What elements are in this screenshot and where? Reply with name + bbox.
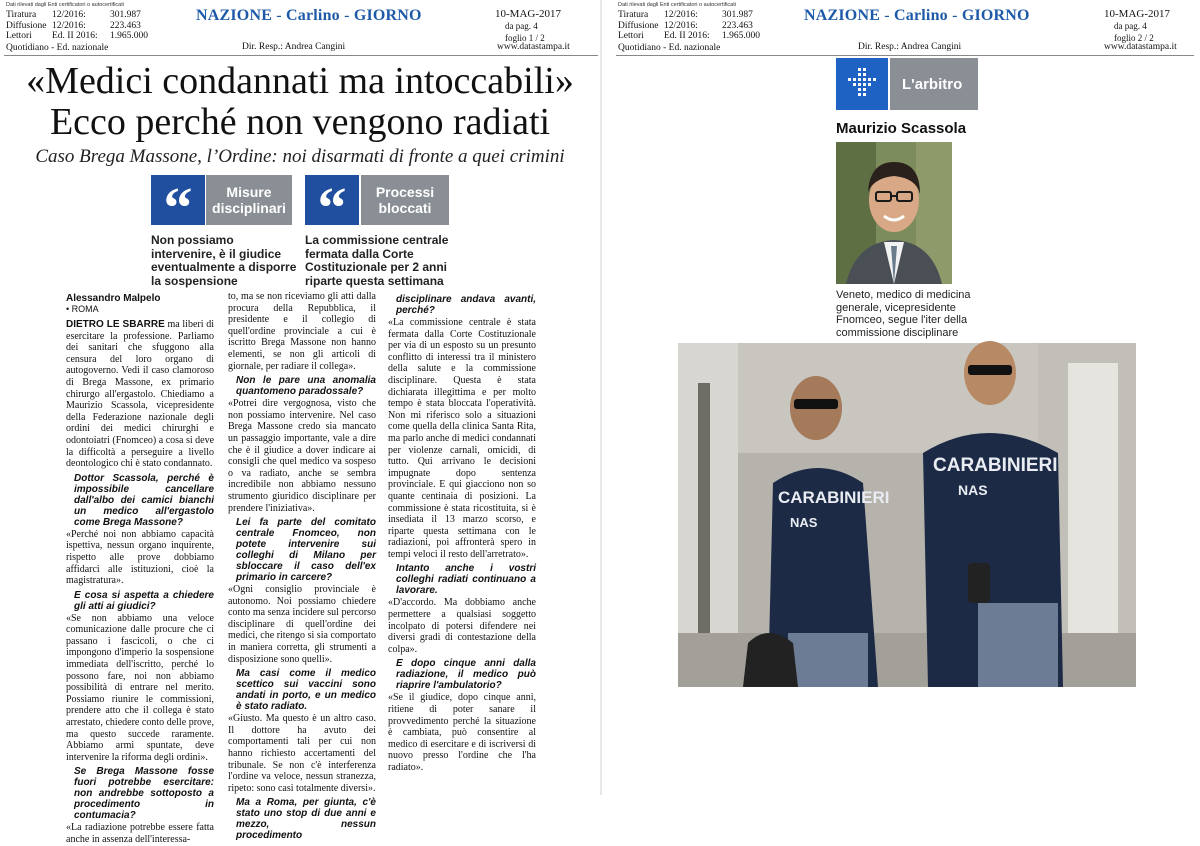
stat-period: 12/2016: [52, 10, 86, 20]
page-divider [600, 0, 602, 795]
circulation-stats [6, 10, 148, 42]
article-column-2 [228, 291, 376, 842]
circulation-stats [618, 10, 760, 42]
lead-text: ma liberi di esercitare la professione. Parliamo dei sanitari che sfuggono alla censura del loro organo di autogoverno. Vedi il caso clamoroso di Brega Massone, ex primario chirurgo all'ergastolo. Chiediamo a Maurizio Scassola, vicepresidente della Federazione nazionale degli ordini dei medici chirurghi e odontoiatri (Fnomceo) a cosa si deve la difficoltà a perseguire a livello deontologico chi è stato condannato. [66, 319, 215, 470]
stat-period: 12/2016: [52, 20, 86, 31]
stat-value: 223.463 [110, 20, 141, 31]
stat-value: 1.965.000 [722, 31, 760, 41]
answer-paragraph: «Giusto. Ma questo è un altro caso. Il dottore ha avuto dei comportamenti tali per cui non hanno richiesto accertamenti del tribunale. Se non c'è interferenza l'ordine va veloce, nessun stranezza, ripeto: sono casi totalmente diversi». [228, 713, 376, 794]
quote-mark-icon: “ [305, 175, 359, 225]
answer-paragraph: «La radiazione potrebbe essere fatta anche in assenza dell'interessa- [66, 822, 214, 845]
quote-label-misure: Misure disciplinari [206, 175, 292, 225]
photo-text-carabinieri-right: CARABINIERI [933, 455, 1058, 476]
stat-label: Tiratura [6, 10, 37, 20]
issue-date: 10-MAG-2017 [1104, 8, 1170, 20]
article-column-3 [388, 291, 536, 773]
answer-paragraph: to, ma se non riceviamo gli atti dalla procura della Repubblica, il presidente e il collegio di quell'ordine provinciale a cui è iscritto Brega Massone non hanno elementi, se non gli articoli di giornale, per radiare il collega». [228, 291, 376, 372]
photo-image [678, 343, 1136, 687]
stat-period: Ed. II 2016: [664, 31, 710, 41]
date-block [1104, 8, 1170, 44]
stat-row [6, 21, 148, 32]
arbiter-icon [836, 58, 888, 110]
portrait-caption: Veneto, medico di medicina generale, vicepresidente Fnomceo, segue l'iter della commissione disciplinare [836, 289, 971, 339]
date-block [495, 8, 561, 44]
stat-row [6, 31, 148, 42]
lead-paragraph [66, 319, 214, 470]
issue-date: 10-MAG-2017 [495, 8, 561, 20]
answer-paragraph: «Se non abbiamo una veloce comunicazione dalle procure che ci passano i fascicoli, o che ci impongono d'imperio la sospensione immediata dell'iscritto, perché lo possono fare, noi non abbiamo possibilità di entrare nel merito. Possiamo riunire le commissioni, prendere atto che il collega è stato arrestato, chiedere conto delle prove, ma questo succede raramente. Abbiamo armi spuntate, deve intervenire la riforma degli ordini». [66, 612, 214, 763]
site-link[interactable]: www.datastampa.it [497, 42, 570, 52]
stat-value: 301.987 [110, 10, 141, 20]
photo-text-nas-right: NAS [958, 482, 988, 498]
quote-mark-icon: “ [151, 175, 205, 225]
interview-question: E dopo cinque anni dalla radiazione, il medico può riaprire l'ambulatorio? [396, 658, 536, 692]
interview-question: Se Brega Massone fosse fuori potrebbe esercitare: non andrebbe sottoposto a procedimento in contumacia? [74, 766, 214, 822]
subheadline: Caso Brega Massone, l’Ordine: noi disarmati di fronte a quei crimini [35, 146, 565, 167]
portrait-image [836, 142, 952, 284]
stat-period: Ed. II 2016: [52, 31, 98, 41]
right-page [604, 0, 1200, 795]
author-name: Alessandro Malpelo [66, 293, 161, 304]
nas-carabinieri-photo [678, 343, 1136, 687]
stat-label: Tiratura [618, 10, 649, 20]
edition-type: Quotidiano - Ed. nazionale [618, 43, 721, 53]
stat-value: 223.463 [722, 20, 753, 31]
answer-paragraph: «D'accordo. Ma dobbiamo anche permettere a qualsiasi soggetto incolpato di potersi difendere nei diversi gradi di contestazione della colpa». [388, 597, 536, 655]
stat-label: Lettori [618, 31, 644, 41]
interview-question: Dottor Scassola, perché è impossibile cancellare dall'albo dei camici bianchi un medico all'ergastolo come Brega Massone? [74, 472, 214, 528]
interview-question: Intanto anche i vostri colleghi radiati continuano a lavorare. [396, 563, 536, 597]
answer-paragraph: «Perché noi non abbiamo capacità ispettiva, nessun organo inquirente, rispetto alle prove dobbiamo affidarci alle istituzioni, cioè la magistratura». [66, 528, 214, 587]
quote-label-processi: Processi bloccati [361, 175, 449, 225]
headline-line-2: Ecco perché non vengono radiati [49, 101, 551, 143]
page-ref: da pag. 4 [1114, 21, 1147, 31]
answer-paragraph: «Se il giudice, dopo cinque anni, ritiene di poter sanare il provvedimento perché la situazione è cambiata, può consentire al medico di esercitare e di iscriversi di nuovo presso l'ordine che l'ha radiato». [388, 692, 536, 773]
director: Dir. Resp.: Andrea Cangini [242, 42, 346, 52]
quote-text-misure: Non possiamo intervenire, è il giudice eventualmente a disporre la sospensione [151, 233, 297, 288]
photo-text-carabinieri-left: CARABINIERI [778, 488, 890, 507]
masthead-nazione: NAZIONE [196, 7, 273, 24]
interview-question: Lei fa parte del comitato centrale Fnomceo, non potete intervenire sui colleghi di Milano per sbloccare il caso dell'ex primario in carcere? [236, 517, 376, 584]
stat-row [618, 31, 760, 42]
dateline-city: • ROMA [66, 304, 99, 314]
answer-paragraph: «Ogni consiglio provinciale è autonomo. Noi possiamo chiedere conto ma senza incidere sul percorso disciplinare di quell'ordine dei medici, che ritengo si sia comportato in maniera corretta, gli strumenti a disposizione sono quelli». [228, 584, 376, 665]
lead-in: DIETRO LE SBARRE [66, 319, 165, 330]
arbiter-label: L'arbitro [890, 58, 978, 110]
article-column-1 [66, 319, 215, 845]
rights-note: Dati rilevati dagli Enti certificatori o autocertificati [6, 2, 124, 8]
interview-question: Ma casi come il medico scettico sui vaccini sono andati in porto, e un medico è stato radiato. [236, 668, 376, 713]
director: Dir. Resp.: Andrea Cangini [858, 42, 962, 52]
edition-type: Quotidiano - Ed. nazionale [6, 43, 109, 53]
quote-text-processi: La commissione centrale fermata dalla Corte Costituzionale per 2 anni riparte questa settimana [305, 233, 449, 288]
stat-row [618, 21, 760, 32]
interview-question: Ma a Roma, per giunta, c'è stato uno stop di due anni e mezzo, nessun procedimento [236, 797, 376, 842]
headline-line-1: «Medici condannati ma intoccabili» [26, 60, 574, 102]
page-ref: da pag. 4 [505, 21, 538, 31]
left-page [0, 0, 600, 845]
interview-question: E cosa si aspetta a chiedere gli atti ai giudici? [74, 589, 214, 612]
stat-period: 12/2016: [664, 10, 698, 20]
masthead-giorno: GIORNO [353, 7, 422, 24]
stat-period: 12/2016: [664, 20, 698, 31]
header-rule [616, 55, 1194, 56]
masthead-carlino: Carlino [286, 7, 340, 24]
stat-row [618, 10, 760, 21]
interview-question: disciplinare andava avanti, perché? [396, 294, 536, 316]
masthead-logo: NAZIONE - Carlino - GIORNO [196, 7, 422, 24]
photo-text-nas-left: NAS [790, 515, 818, 530]
dot-arrow-icon [836, 58, 888, 110]
stat-row [6, 10, 148, 21]
answer-paragraph: «Potrei dire vergognosa, visto che non possiamo intervenire. Nel caso Brega Massone credo sia mancato un passaggio importante, vale a dire che è il giudice a dover indicare ai consigli che quel medico va sospeso o va radiato, anche se sembra incredibile non abbiamo nessuno strumento giuridico disciplinare per prendere l'iniziativa». [228, 398, 376, 514]
stat-label: Diffusione [6, 20, 47, 31]
stat-label: Lettori [6, 31, 32, 41]
portrait-photo [836, 142, 952, 284]
stat-label: Diffusione [618, 20, 659, 31]
folio: foglio 1 / 2 [505, 33, 545, 43]
answer-paragraph: «La commissione centrale è stata fermata dalla Corte Costituzionale per via di un esposto su un presunto conflitto di interessi tra il ministero della salute e la commissione disciplinare. Questa è stata dichiarata illegittima e per molto tempo è stata bloccata l'operatività. Non mi riferisco solo a situazioni come quella della clinica Santa Rita, ma parlo anche di medici condannati per violenze carnali, omicidi, di tutto. Qui arrivano le decisioni impugnate dopo sentenza provinciale. E qui giacciono non so quante centinaia di posizioni. La commissione è stata ricostituita, si è insediata il 13 marzo scorso, e riparte questa settimana con le radiazioni, poi affronterà spero in tempi veloci il resto dell'arretrato». [388, 317, 536, 560]
interview-question: Non le pare una anomalia quantomeno paradossale? [236, 375, 376, 398]
stat-value: 301.987 [722, 10, 753, 20]
rights-note: Dati rilevati dagli Enti certificatori o autocertificati [618, 2, 736, 8]
stat-value: 1.965.000 [110, 31, 148, 41]
site-link[interactable]: www.datastampa.it [1104, 42, 1177, 52]
header-rule [4, 55, 598, 56]
person-name: Maurizio Scassola [836, 120, 967, 137]
folio: foglio 2 / 2 [1114, 33, 1154, 43]
masthead-logo: NAZIONE - Carlino - GIORNO [804, 7, 1030, 24]
